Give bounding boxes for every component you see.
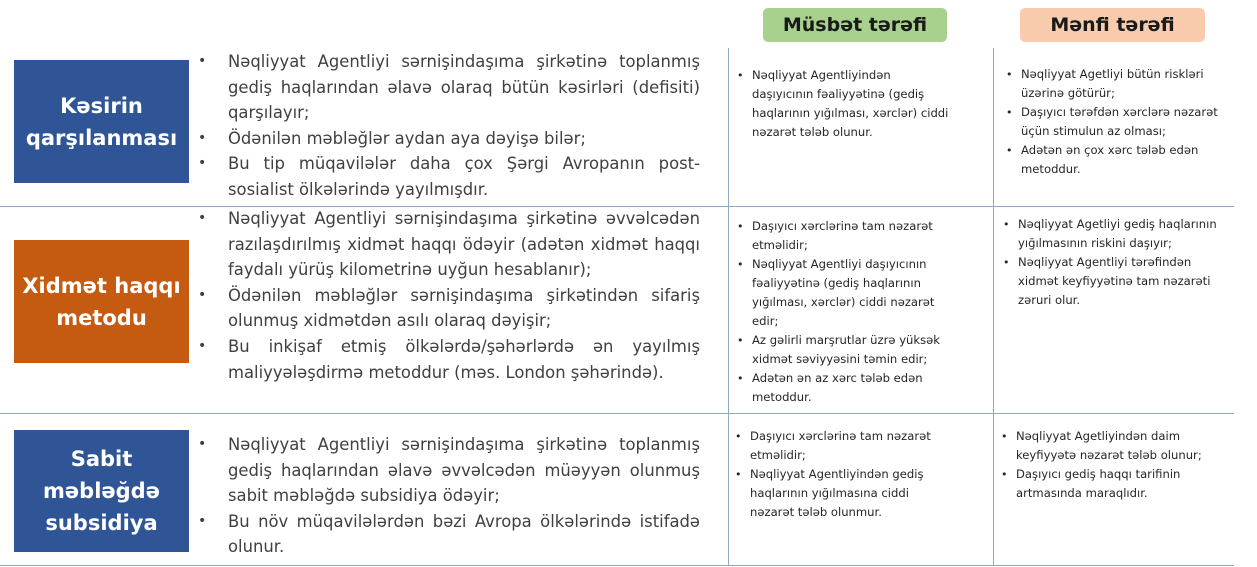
negative-list [1003, 65, 1225, 179]
list-item: • Nəqliyyat Agentliyindən daşıyıcının fəaliyyətinə (gediş haqlarının yığılması, xərclər) ciddi nəzarət tələb olunur. [734, 66, 952, 142]
list-item: • Daşıyıcı gediş haqqı tarifinin artmasında maraqlıdır. [998, 465, 1220, 503]
list-item: • Nəqliyyat Agetliyi bütün riskləri üzərinə götürür; [1003, 65, 1225, 103]
list-item: • Ödənilən məbləğlər sərnişindaşıma şirkətindən sifariş olunmuş xidmətdən asılı olaraq dəyişir; [196, 283, 700, 334]
row-description-list [196, 432, 700, 560]
positive-list [732, 427, 954, 522]
negative-list [1000, 215, 1222, 310]
positive-list [734, 217, 956, 407]
column-divider [728, 48, 729, 566]
row-label-text: Kəsirin qarşılanması [25, 93, 178, 150]
list-item: • Bu növ müqavilələrdən bəzi Avropa ölkələrində istifadə olunur. [196, 509, 700, 560]
row-label-text: Sabit məbləğdə subsidiya [43, 447, 160, 535]
list-item: • Nəqliyyat Agetliyindən daim keyfiyyətə nəzarət tələb olunur; [998, 427, 1220, 465]
list-item: • Bu tip müqavilələr daha çox Şərgi Avropanın post-sosialist ölkələrində yayılmışdır. [196, 151, 700, 202]
list-item: • Nəqliyyat Agentliyindən gediş haqlarının yığılmasına ciddi nəzarət tələb olunmur. [732, 465, 954, 522]
list-item: • Daşıyıcı tərəfdən xərclərə nəzarət üçün stimulun az olması; [1003, 103, 1225, 141]
list-item: • Daşıyıcı xərclərinə tam nəzarət etməlidir; [732, 427, 954, 465]
list-item: • Nəqliyyat Agentliyi sərnişindaşıma şirkətinə toplanmış gediş haqlarından əlavə əvvəlcədən müəyyən olunmuş sabit məbləğdə subsidiya ödəyir; [196, 432, 700, 509]
row-divider [0, 565, 1234, 566]
column-divider [993, 48, 994, 566]
list-item: • Adətən ən az xərc tələb edən metoddur. [734, 369, 956, 407]
list-item: • Nəqliyyat Agetliyi gediş haqlarının yığılmasının riskini daşıyır; [1000, 215, 1222, 253]
row-label-fixed-subsidy [14, 430, 189, 552]
row-label-text: Xidmət haqqı metodu [22, 273, 181, 330]
list-item: • Adətən ən çox xərc tələb edən metoddur. [1003, 141, 1225, 179]
list-item: • Az gəlirli marşrutlar üzrə yüksək xidmət səviyyəsini təmin edir; [734, 331, 956, 369]
list-item: • Nəqliyyat Agentliyi tərəfindən xidmət keyfiyyətinə tam nəzarəti zəruri olur. [1000, 253, 1222, 310]
row-label-deficit-coverage [14, 60, 189, 183]
row-description-list [196, 49, 700, 203]
negative-list [998, 427, 1220, 503]
list-item: • Daşıyıcı xərclərinə tam nəzarət etməlidir; [734, 217, 956, 255]
row-label-service-fee [14, 240, 189, 363]
row-description-list [196, 206, 700, 385]
positive-list [734, 66, 952, 142]
positive-header: Müsbət tərəfi [763, 8, 947, 42]
negative-header: Mənfi tərəfi [1020, 8, 1205, 42]
list-item: • Ödənilən məbləğlər aydan aya dəyişə bilər; [196, 126, 700, 152]
list-item: • Nəqliyyat Agentliyi daşıyıcının fəaliyyətinə (gediş haqlarının yığılması, xərclər) ciddi nəzarət edir; [734, 255, 956, 331]
list-item: • Nəqliyyat Agentliyi sərnişindaşıma şirkətinə əvvəlcədən razılaşdırılmış xidmət haqqı ödəyir (adətən xidmət haqqı faydalı yürüş kilometrinə uyğun hesablanır); [196, 206, 700, 283]
row-divider [0, 413, 1234, 414]
list-item: • Bu inkişaf etmiş ölkələrdə/şəhərlərdə ən yayılmış maliyyələşdirmə metoddur (məs. London şəhərində). [196, 334, 700, 385]
list-item: • Nəqliyyat Agentliyi sərnişindaşıma şirkətinə toplanmış gediş haqlarından əlavə olaraq bütün kəsirləri (defisiti) qarşılayır; [196, 49, 700, 126]
